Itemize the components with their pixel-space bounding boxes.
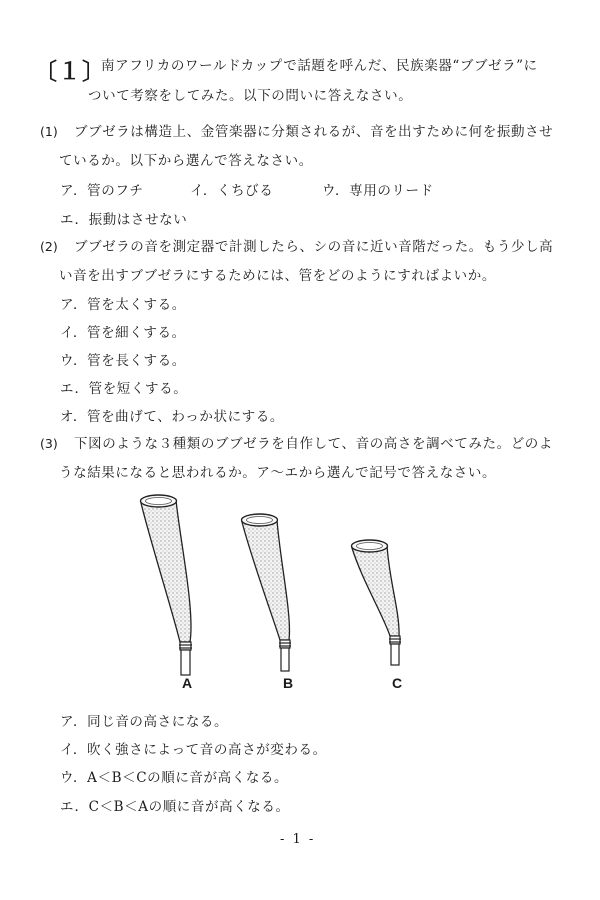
q3-choice-i: イ．吹く強さによって音の高さが変わる。: [60, 742, 327, 758]
q2-choice-a: ア．管を太くする。: [60, 297, 186, 313]
q3-choice-u: ウ．A＜B＜Cの順に音が高くなる。: [60, 770, 289, 786]
q1-number: (1): [40, 124, 58, 139]
q2-choice-o: オ．管を曲げて、わっか状にする。: [60, 409, 284, 425]
q3-choice-e: エ．C＜B＜Aの順に音が高くなる。: [60, 799, 290, 815]
q2-choice-i: イ．管を細くする。: [60, 325, 186, 341]
q1-text-line2: ているか。以下から選んで答えなさい。: [59, 153, 313, 169]
page-number: - 1 -: [280, 832, 316, 847]
vuvuzela-c: [352, 540, 402, 665]
question-intro-line1: 南アフリカのワールドカップで話題を呼んだ、民族楽器“ブブゼラ”に: [101, 58, 538, 74]
q1-text-line1: ブブゼラは構造上、金管楽器に分類されるが、音を出すために何を振動させ: [74, 124, 554, 140]
q2-text-line2: い音を出すブブゼラにするためには、管をどのようにすればよいか。: [59, 268, 496, 284]
q2-text-line1: ブブゼラの音を測定器で計測したら、シの音に近い音階だった。もう少し高: [74, 239, 554, 255]
q1-choice-e: エ．振動はさせない: [60, 212, 188, 228]
vuvuzela-b: [242, 514, 292, 671]
question-number: 〔１〕: [34, 59, 106, 85]
q2-number: (2): [40, 239, 58, 254]
q1-choice-i: イ．くちびる: [190, 183, 274, 199]
q3-text-line1: 下図のような３種類のブブゼラを自作して、音の高さを調べてみた。どのよ: [74, 436, 553, 452]
q1-choice-a: ア．管のフチ: [60, 183, 144, 199]
q3-number: (3): [40, 436, 58, 451]
figure-label-b: B: [282, 675, 294, 691]
q1-choice-u: ウ．専用のリード: [322, 183, 434, 199]
question-intro-line2: ついて考察をしてみた。以下の問いに答えなさい。: [88, 88, 413, 104]
figure-label-c: C: [391, 675, 403, 691]
q2-choice-e: エ．管を短くする。: [60, 381, 188, 397]
figure-label-a: A: [181, 675, 193, 691]
q3-text-line2: うな結果になると思われるか。ア～エから選んで記号で答えなさい。: [59, 465, 497, 481]
q2-choice-u: ウ．管を長くする。: [60, 353, 186, 369]
vuvuzela-a: [141, 495, 193, 675]
q3-choice-a: ア．同じ音の高さになる。: [60, 714, 229, 730]
